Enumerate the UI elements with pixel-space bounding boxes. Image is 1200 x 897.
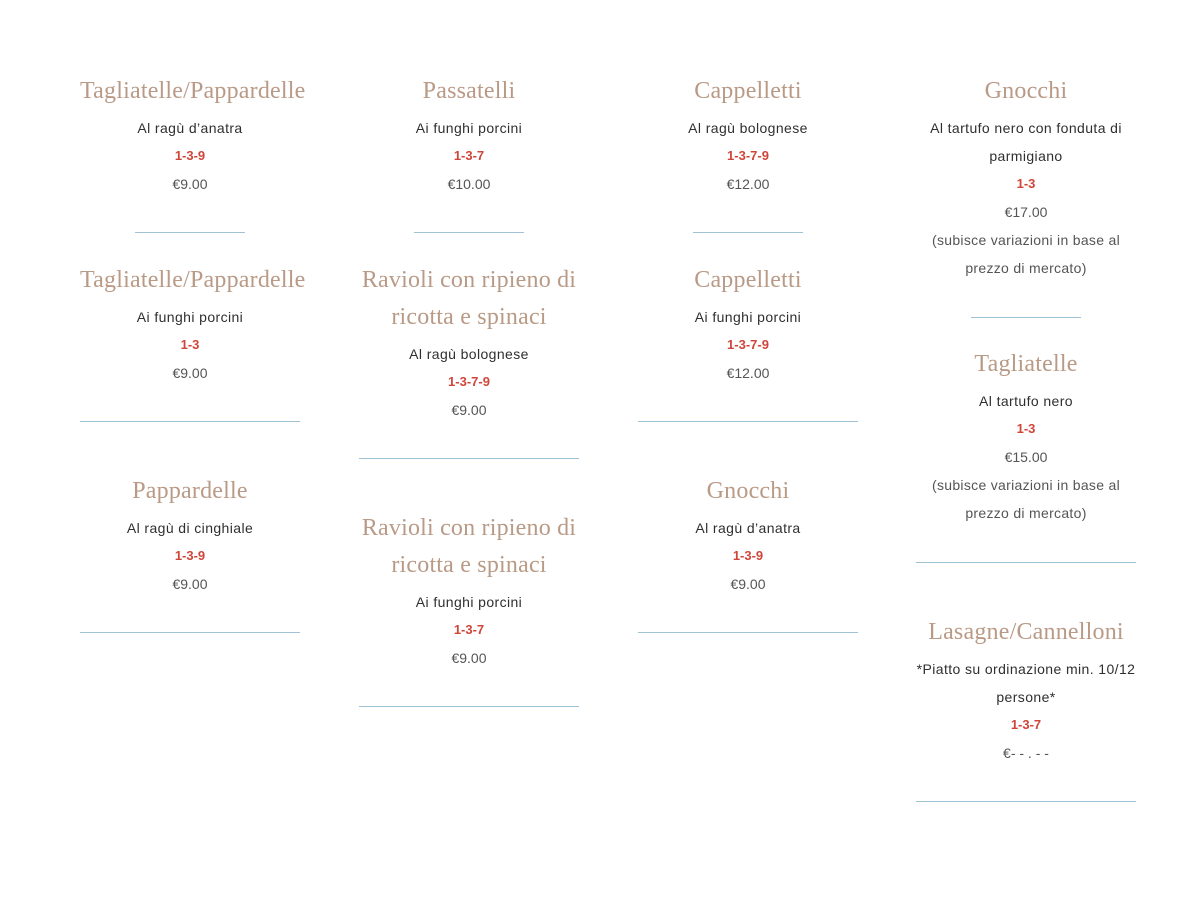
divider bbox=[135, 232, 245, 233]
menu-item bbox=[80, 73, 306, 198]
dish-price: €9.00 bbox=[172, 176, 208, 192]
menu-item bbox=[80, 262, 306, 387]
menu-item bbox=[916, 614, 1136, 767]
menu-item bbox=[80, 473, 300, 598]
divider bbox=[638, 421, 858, 422]
allergen-codes: 1-3-7 bbox=[453, 148, 485, 163]
dish-name: Ravioli con ripieno di ricotta e spinaci bbox=[361, 515, 577, 578]
menu-item bbox=[359, 73, 579, 198]
dish-price: €9.00 bbox=[172, 365, 208, 381]
allergen-codes: 1-3-9 bbox=[174, 548, 206, 563]
dish-description: Ai funghi porcini bbox=[136, 309, 244, 325]
divider bbox=[359, 706, 579, 707]
dish-name: Lasagne/Cannelloni bbox=[928, 619, 1124, 645]
divider bbox=[359, 458, 579, 459]
menu-item bbox=[638, 262, 858, 387]
allergen-codes: 1-3-9 bbox=[732, 548, 764, 563]
dish-price: €9.00 bbox=[172, 576, 208, 592]
dish-name: Cappelletti bbox=[694, 78, 802, 104]
dish-description: Ai funghi porcini bbox=[415, 120, 523, 136]
divider bbox=[414, 232, 524, 233]
dish-description: Al ragù bolognese bbox=[409, 346, 529, 362]
dish-description: Al ragù d’anatra bbox=[137, 120, 243, 136]
divider bbox=[916, 801, 1136, 802]
dish-name: Ravioli con ripieno di ricotta e spinaci bbox=[361, 267, 577, 330]
dish-price: €15.00 bbox=[1004, 449, 1048, 465]
dish-price: €9.00 bbox=[451, 402, 487, 418]
allergen-codes: 1-3-7-9 bbox=[727, 148, 769, 163]
dish-name: Gnocchi bbox=[984, 78, 1068, 104]
dish-description: Al tartufo nero bbox=[979, 393, 1073, 409]
dish-name: Gnocchi bbox=[706, 478, 790, 504]
dish-name: Pappardelle bbox=[132, 478, 248, 504]
price-note: (subisce variazioni in base al prezzo di mercato) bbox=[932, 232, 1120, 276]
menu-item bbox=[638, 473, 858, 598]
dish-price: €9.00 bbox=[730, 576, 766, 592]
menu-item bbox=[638, 73, 858, 198]
dish-price: €10.00 bbox=[447, 176, 491, 192]
dish-name: Tagliatelle/Pappardelle bbox=[80, 267, 306, 293]
price-note: (subisce variazioni in base al prezzo di mercato) bbox=[932, 477, 1120, 521]
allergen-codes: 1-3-9 bbox=[174, 148, 206, 163]
menu-item bbox=[359, 510, 579, 672]
dish-price: €9.00 bbox=[451, 650, 487, 666]
dish-description: Al tartufo nero con fonduta di parmigiano bbox=[930, 120, 1122, 164]
menu-item bbox=[916, 346, 1136, 527]
dish-price: €- - . - - bbox=[1003, 745, 1049, 761]
dish-description: Ai funghi porcini bbox=[415, 594, 523, 610]
divider bbox=[638, 632, 858, 633]
allergen-codes: 1-3 bbox=[1016, 421, 1036, 436]
dish-description: Ai funghi porcini bbox=[694, 309, 802, 325]
dish-price: €12.00 bbox=[726, 365, 770, 381]
dish-name: Cappelletti bbox=[694, 267, 802, 293]
dish-description: *Piatto su ordinazione min. 10/12 persone* bbox=[916, 661, 1136, 705]
divider bbox=[80, 421, 300, 422]
allergen-codes: 1-3-7-9 bbox=[727, 337, 769, 352]
divider bbox=[693, 232, 803, 233]
menu-item bbox=[359, 262, 579, 424]
dish-price: €17.00 bbox=[1004, 204, 1048, 220]
dish-description: Al ragù d’anatra bbox=[695, 520, 801, 536]
dish-name: Tagliatelle bbox=[974, 351, 1078, 377]
allergen-codes: 1-3 bbox=[1016, 176, 1036, 191]
allergen-codes: 1-3 bbox=[180, 337, 200, 352]
divider bbox=[971, 317, 1081, 318]
divider bbox=[916, 562, 1136, 563]
dish-name: Passatelli bbox=[422, 78, 516, 104]
dish-name: Tagliatelle/Pappardelle bbox=[80, 78, 306, 104]
divider bbox=[80, 632, 300, 633]
menu-item bbox=[916, 73, 1136, 282]
allergen-codes: 1-3-7 bbox=[1010, 717, 1042, 732]
allergen-codes: 1-3-7-9 bbox=[448, 374, 490, 389]
dish-description: Al ragù di cinghiale bbox=[126, 520, 254, 536]
dish-description: Al ragù bolognese bbox=[688, 120, 808, 136]
dish-price: €12.00 bbox=[726, 176, 770, 192]
allergen-codes: 1-3-7 bbox=[453, 622, 485, 637]
